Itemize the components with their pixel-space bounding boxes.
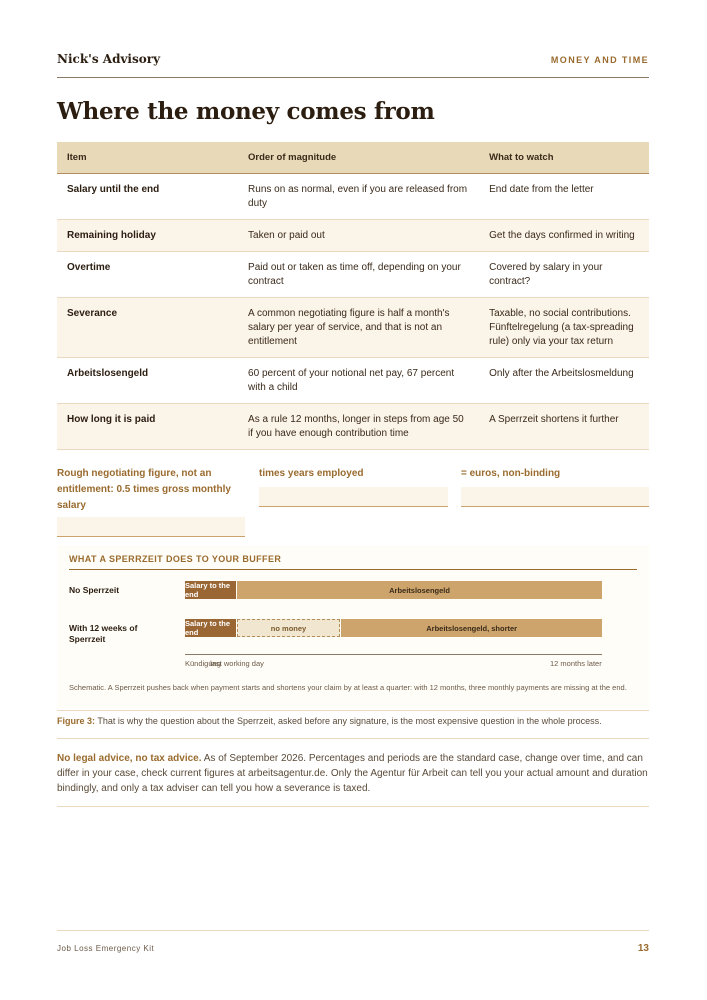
table-cell: As a rule 12 months, longer in steps from age 50 if you have enough contribution time <box>238 404 479 450</box>
disclaimer-text: As of September 2026. Percentages and periods are the standard case, change over time, and can differ in your case, check current figures at arbeitsagentur.de. Only the Agentur für Arbeit can tell you your actual amount and duration bindingly, and only a tax adviser can tell you how a severance is taxed. <box>57 753 648 794</box>
table-cell: Paid out or taken as time off, depending on your contract <box>238 252 479 298</box>
page-number: 13 <box>637 943 649 954</box>
table-header: What to watch <box>479 142 649 174</box>
chart-segment-salary: Salary to the end <box>185 619 236 637</box>
table-cell-item: Salary until the end <box>57 174 238 220</box>
table-cell-item: Remaining holiday <box>57 220 238 252</box>
chart-title: WHAT A SPERRZEIT DOES TO YOUR BUFFER <box>69 554 282 564</box>
table-row <box>57 358 649 404</box>
figure-caption <box>57 716 602 726</box>
table-row <box>57 404 649 450</box>
table-cell-item: Arbeitslosengeld <box>57 358 238 404</box>
table-cell: Only after the Arbeitslosmeldung <box>479 358 649 404</box>
table-cell: Runs on as normal, even if you are released from duty <box>238 174 479 220</box>
table-cell: End date from the letter <box>479 174 649 220</box>
table-cell: A common negotiating figure is half a month's salary per year of service, and that is not an entitlement <box>238 298 479 358</box>
table-row <box>57 252 649 298</box>
figure-rule <box>57 738 649 739</box>
chart-row-label: With 12 weeks of Sperrzeit <box>69 623 138 644</box>
chart-axis-line <box>185 654 602 655</box>
calc-label-years: times years employed <box>259 468 364 479</box>
table-row <box>57 174 649 220</box>
calc-input-result[interactable] <box>461 487 649 507</box>
table-row <box>57 220 649 252</box>
chart-segment-benefit: Arbeitslosengeld <box>237 581 602 599</box>
calc-label-monthly: Rough negotiating figure, not an entitlement: 0.5 times gross monthly salary <box>57 468 231 511</box>
income-table <box>57 142 649 450</box>
sperrzeit-chart <box>57 545 649 708</box>
disclaimer <box>57 751 649 796</box>
chart-tick-label: Kündigung <box>185 659 221 668</box>
brand-name: Nick's Advisory <box>57 52 161 66</box>
table-cell: 60 percent of your notional net pay, 67 percent with a child <box>238 358 479 404</box>
chart-note: Schematic. A Sperrzeit pushes back when payment starts and shortens your claim by at least a quarter: with 12 months, three monthly payments are missing at the end. <box>69 683 627 692</box>
figure-rule <box>57 710 649 711</box>
chart-tick-label: 12 months later <box>550 659 602 668</box>
footer-title: Job Loss Emergency Kit <box>57 944 155 953</box>
table-header: Item <box>57 142 238 174</box>
figure-caption-text: That is why the question about the Sperrzeit, asked before any signature, is the most expensive question in the whole process. <box>97 716 602 726</box>
calc-input-monthly[interactable] <box>57 517 245 537</box>
chart-title-rule <box>69 569 637 570</box>
section-tag: MONEY AND TIME <box>550 55 649 65</box>
table-cell: Taken or paid out <box>238 220 479 252</box>
table-cell: A Sperrzeit shortens it further <box>479 404 649 450</box>
page-title: Where the money comes from <box>57 98 435 125</box>
chart-segment-benefit: Arbeitslosengeld, shorter <box>341 619 602 637</box>
chart-segment-gap: no money <box>237 619 340 637</box>
figure-label: Figure 3: <box>57 716 96 726</box>
calc-input-years[interactable] <box>259 487 448 507</box>
table-cell: Taxable, no social contributions. Fünftelregelung (a tax-spreading rule) only via your tax return <box>479 298 649 358</box>
table-cell-item: Overtime <box>57 252 238 298</box>
chart-row-label: No Sperrzeit <box>69 585 120 595</box>
chart-tick-label: last working day <box>210 659 264 668</box>
disclaimer-lead: No legal advice, no tax advice. <box>57 753 202 764</box>
header-rule <box>57 77 649 78</box>
disclaimer-rule <box>57 806 649 807</box>
table-cell: Covered by salary in your contract? <box>479 252 649 298</box>
table-header: Order of magnitude <box>238 142 479 174</box>
chart-segment-salary: Salary to the end <box>185 581 236 599</box>
table-cell-item: How long it is paid <box>57 404 238 450</box>
footer-rule <box>57 930 649 931</box>
table-cell: Get the days confirmed in writing <box>479 220 649 252</box>
table-row <box>57 298 649 358</box>
calc-label-result: = euros, non-binding <box>461 468 561 479</box>
table-header-row <box>57 142 649 174</box>
table-cell-item: Severance <box>57 298 238 358</box>
